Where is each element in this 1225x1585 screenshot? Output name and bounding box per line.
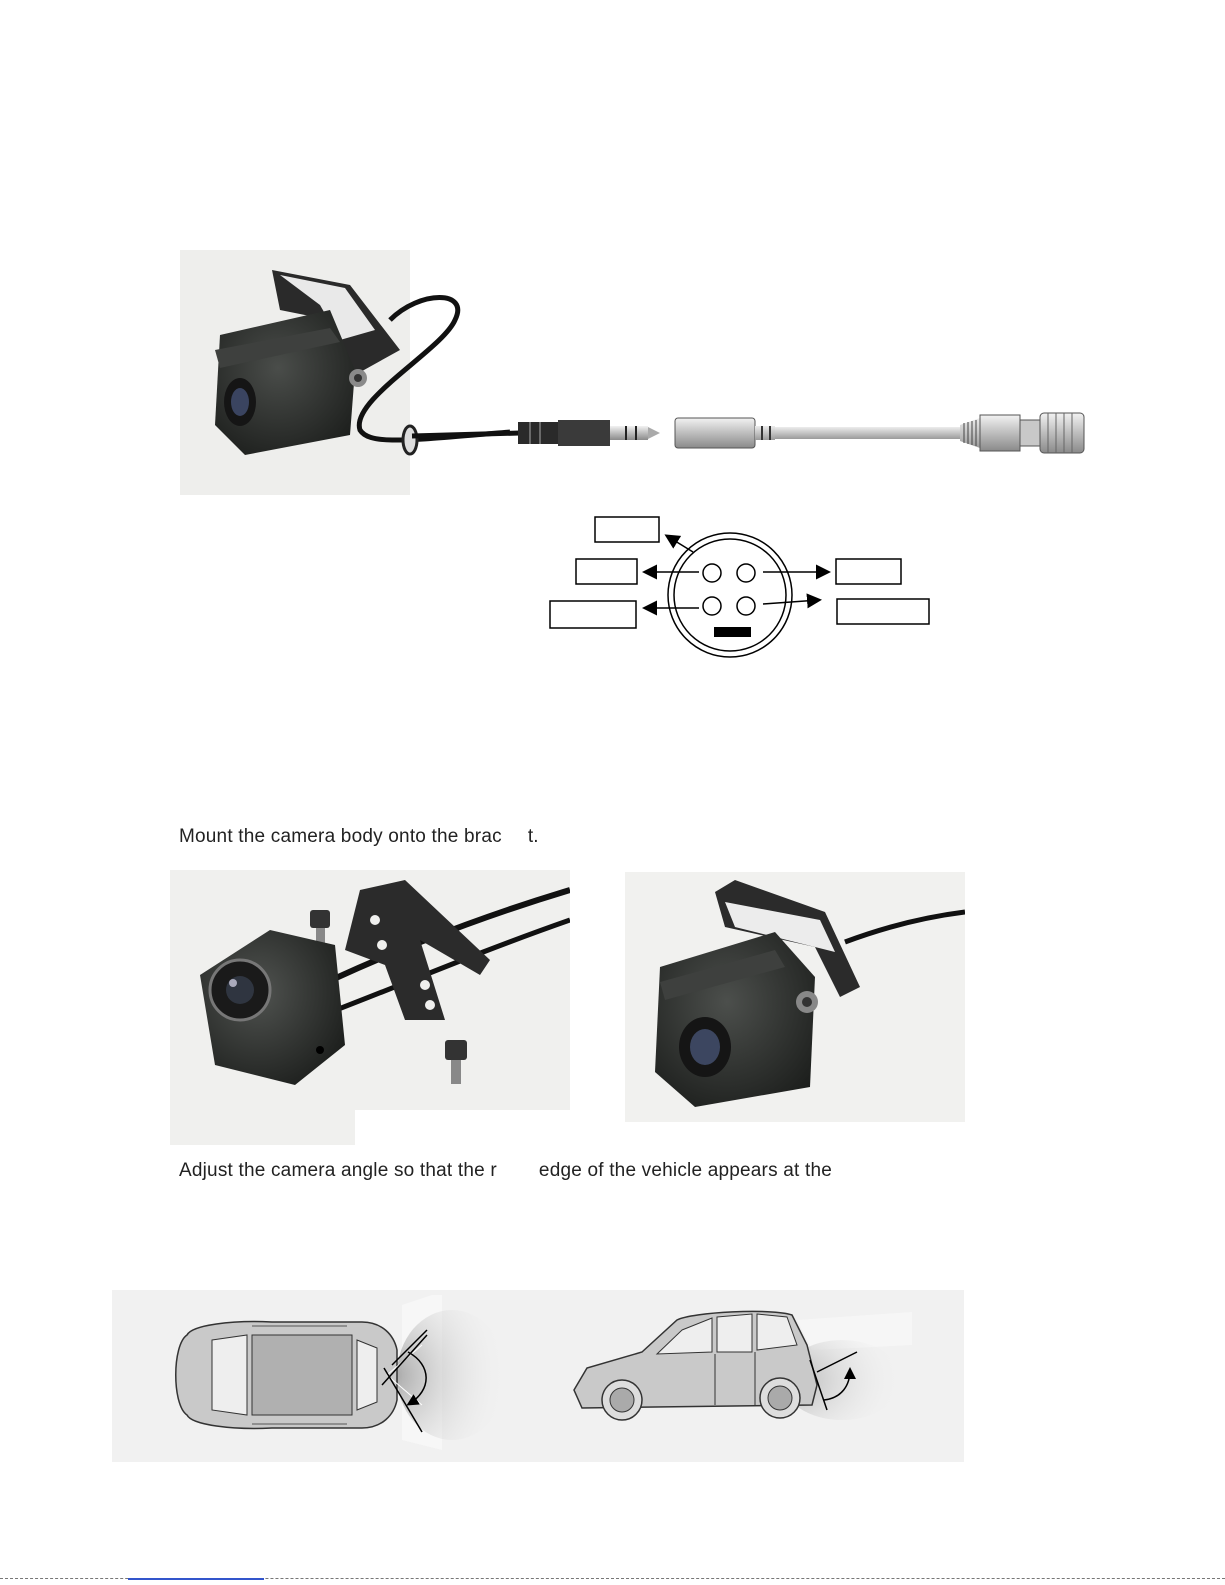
connector-icon [668,533,792,657]
mount-caption-text: Mount the camera body onto the brac [179,826,502,847]
camera-parts-photo [170,870,570,1145]
connector-pinout-diagram [545,510,940,665]
adjust-caption-tail: edge of the vehicle appears at the [538,1160,832,1181]
connector-cable-icon [675,413,1084,453]
mount-caption-tail: t. [527,826,539,847]
vehicle-angle-diagram [112,1290,964,1462]
adjust-caption [179,1160,832,1182]
adjust-caption-text: Adjust the camera angle so that the r [179,1160,497,1181]
camera-cable-photo [180,250,1100,510]
camera-mounted-photo [625,872,965,1122]
footer-link-underline[interactable] [128,1578,264,1580]
mount-caption [179,826,539,848]
plug-icon [518,420,660,446]
